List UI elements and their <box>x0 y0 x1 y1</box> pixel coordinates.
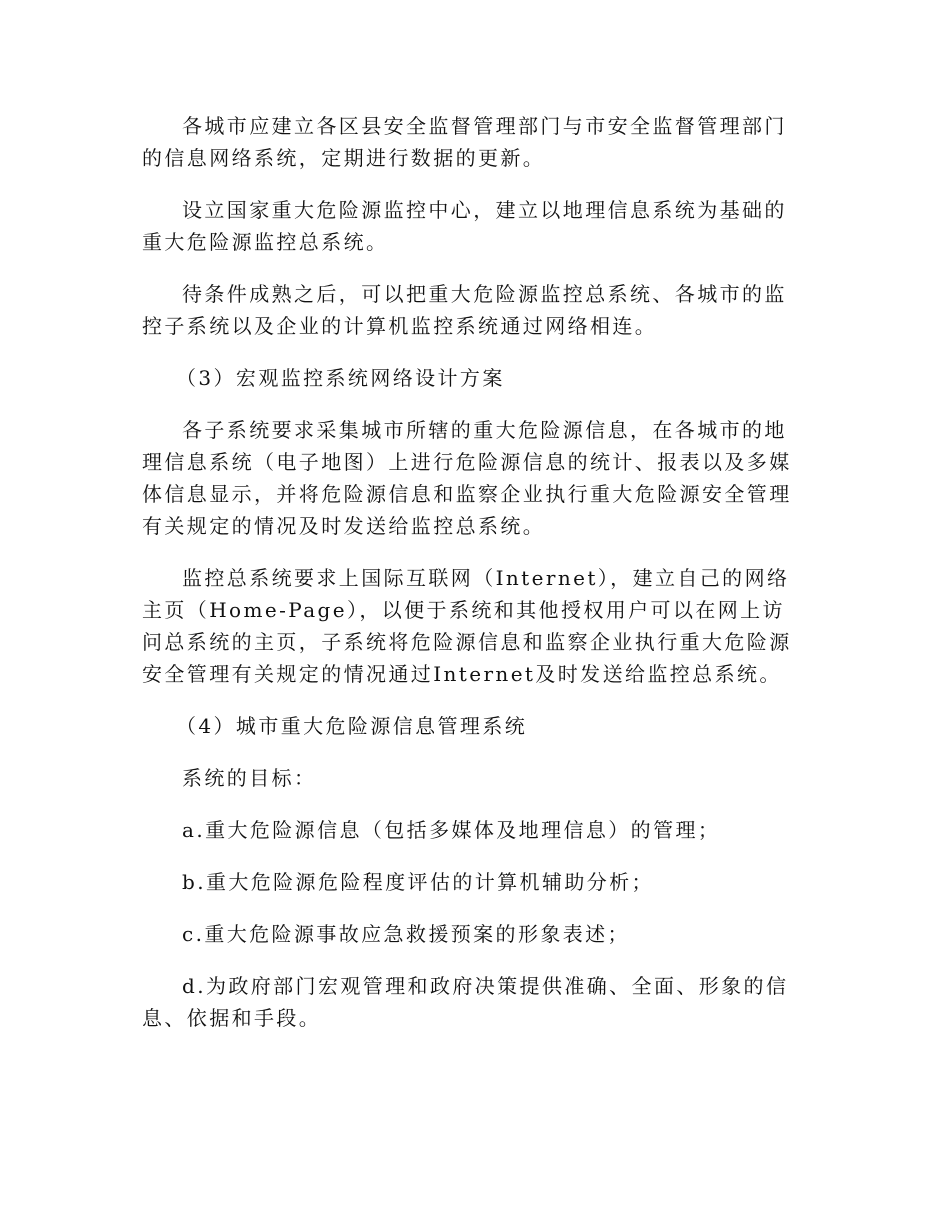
list-item-c: c.重大危险源事故应急救援预案的形象表述； <box>182 922 630 946</box>
section-heading-4: （4）城市重大危险源信息管理系统 <box>176 714 528 738</box>
paragraph-national-center: 设立国家重大危险源监控中心，建立以地理信息系统为基础的重大危险源监控总系统。 <box>142 198 787 254</box>
list-item-a: a.重大危险源信息（包括多媒体及地理信息）的管理； <box>182 818 721 842</box>
paragraph-main-system: 监控总系统要求上国际互联网（Internet），建立自己的网络主页（Home-Page），以便于系统和其他授权用户可以在网上访问总系统的主页，子系统将危险源信息和监察企业执行重大危险源安全管理有关规定的情况通过Internet及时发送给监控总系统。 <box>142 566 792 686</box>
section-heading-3: （3）宏观监控系统网络设计方案 <box>176 366 505 390</box>
document-body <box>142 110 807 1054</box>
list-item-b: b.重大危险源危险程度评估的计算机辅助分析； <box>182 870 654 894</box>
paragraph-network-connection: 待条件成熟之后，可以把重大危险源监控总系统、各城市的监控子系统以及企业的计算机监控系统通过网络相连。 <box>142 282 787 338</box>
paragraph-system-goals: 系统的目标： <box>182 766 317 790</box>
paragraph-city-network: 各城市应建立各区县安全监督管理部门与市安全监督管理部门的信息网络系统，定期进行数据的更新。 <box>142 114 787 170</box>
list-item-d: d.为政府部门宏观管理和政府决策提供准确、全面、形象的信息、依据和手段。 <box>142 974 789 1030</box>
paragraph-subsystem: 各子系统要求采集城市所辖的重大危险源信息，在各城市的地理信息系统（电子地图）上进行危险源信息的统计、报表以及多媒体信息显示，并将危险源信息和监察企业执行重大危险源安全管理有关规定的情况及时发送给监控总系统。 <box>142 418 792 538</box>
